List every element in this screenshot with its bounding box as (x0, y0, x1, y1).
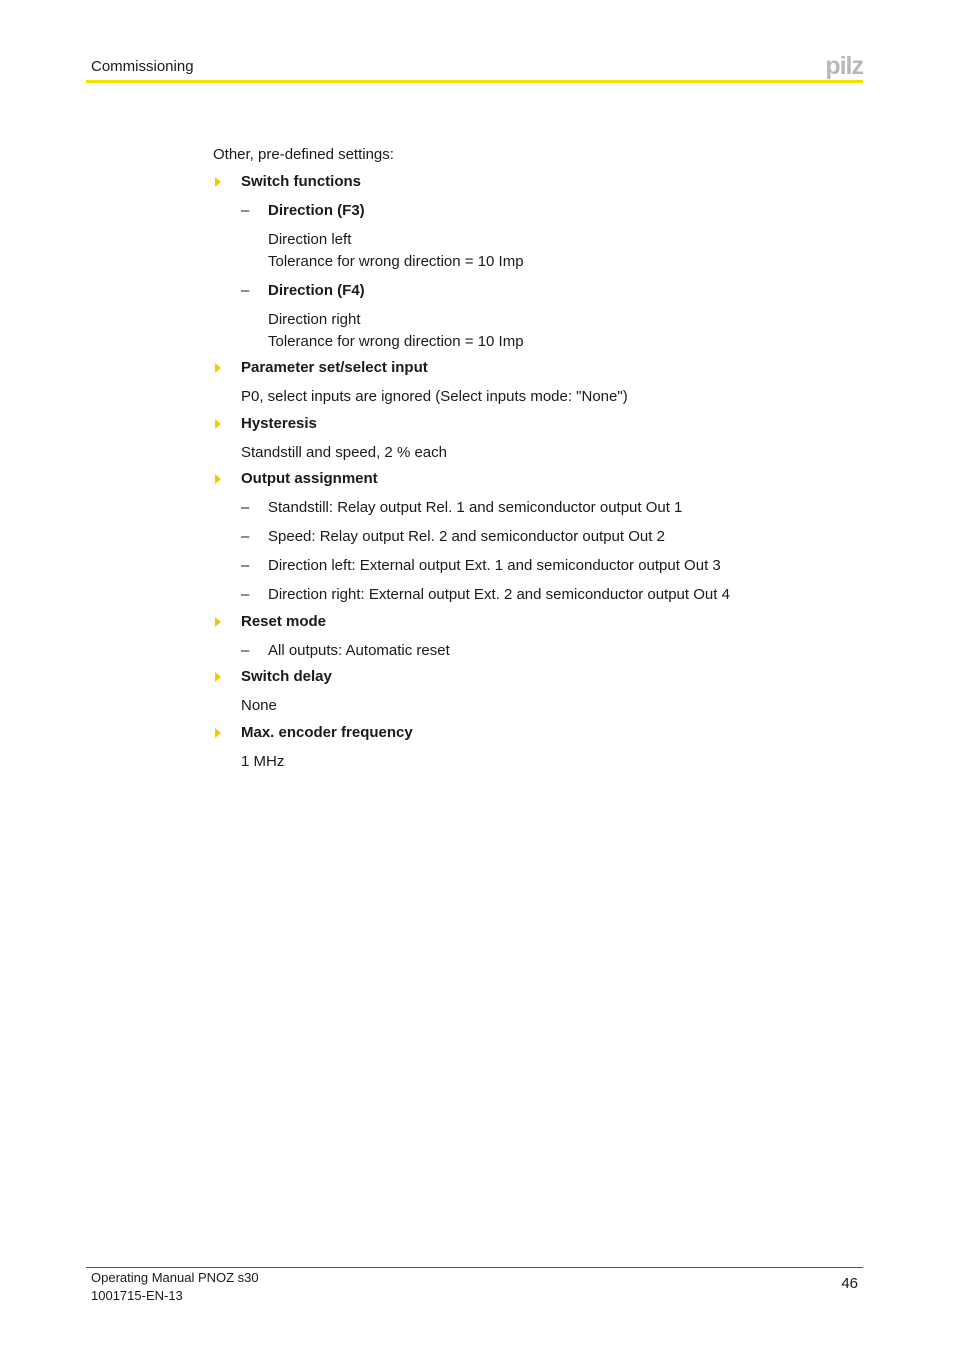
item-switch-delay: Switch delay (241, 668, 332, 685)
parameter-set-text: P0, select inputs are ignored (Select inputs mode: "None") (241, 388, 628, 405)
bullet-arrow-icon (215, 419, 221, 429)
page-number: 46 (841, 1275, 858, 1292)
item-output-assignment: Output assignment (241, 470, 378, 487)
output-sub-1: Standstill: Relay output Rel. 1 and semiconductor output Out 1 (268, 499, 683, 516)
reset-mode-sub-1: All outputs: Automatic reset (268, 642, 450, 659)
f3-line2: Tolerance for wrong direction = 10 Imp (268, 253, 524, 270)
page-footer (86, 1267, 863, 1308)
dash-icon: – (241, 586, 250, 603)
f3-line1: Direction left (268, 231, 352, 248)
item-max-encoder: Max. encoder frequency (241, 724, 413, 741)
max-encoder-text: 1 MHz (241, 753, 285, 770)
footer-manual: Operating Manual PNOZ s30 (91, 1270, 259, 1285)
bullet-arrow-icon (215, 363, 221, 373)
bullet-arrow-icon (215, 474, 221, 484)
switch-delay-text: None (241, 697, 277, 714)
output-sub-4: Direction right: External output Ext. 2 and semiconductor output Out 4 (268, 586, 730, 603)
intro-text: Other, pre-defined settings: (213, 146, 394, 163)
bullet-arrow-icon (215, 177, 221, 187)
dash-icon: – (241, 499, 250, 516)
dash-icon: – (241, 202, 250, 219)
item-hysteresis: Hysteresis (241, 415, 317, 432)
dash-icon: – (241, 642, 250, 659)
hysteresis-text: Standstill and speed, 2 % each (241, 444, 447, 461)
dash-icon: – (241, 528, 250, 545)
page-header (86, 52, 863, 83)
bullet-arrow-icon (215, 672, 221, 682)
dash-icon: – (241, 557, 250, 574)
item-switch-functions: Switch functions (241, 173, 361, 190)
section-title: Commissioning (91, 58, 194, 75)
item-reset-mode: Reset mode (241, 613, 327, 630)
bullet-arrow-icon (215, 728, 221, 738)
sub-direction-f4: Direction (F4) (268, 282, 365, 299)
footer-doc-number: 1001715-EN-13 (91, 1288, 183, 1303)
item-parameter-set: Parameter set/select input (241, 359, 428, 376)
output-sub-2: Speed: Relay output Rel. 2 and semiconductor output Out 2 (268, 528, 665, 545)
output-sub-3: Direction left: External output Ext. 1 and semiconductor output Out 3 (268, 557, 721, 574)
sub-direction-f3: Direction (F3) (268, 202, 365, 219)
dash-icon: – (241, 282, 250, 299)
f4-line1: Direction right (268, 311, 361, 328)
bullet-arrow-icon (215, 617, 221, 627)
f4-line2: Tolerance for wrong direction = 10 Imp (268, 333, 524, 350)
pilz-logo: pilz (825, 52, 863, 80)
